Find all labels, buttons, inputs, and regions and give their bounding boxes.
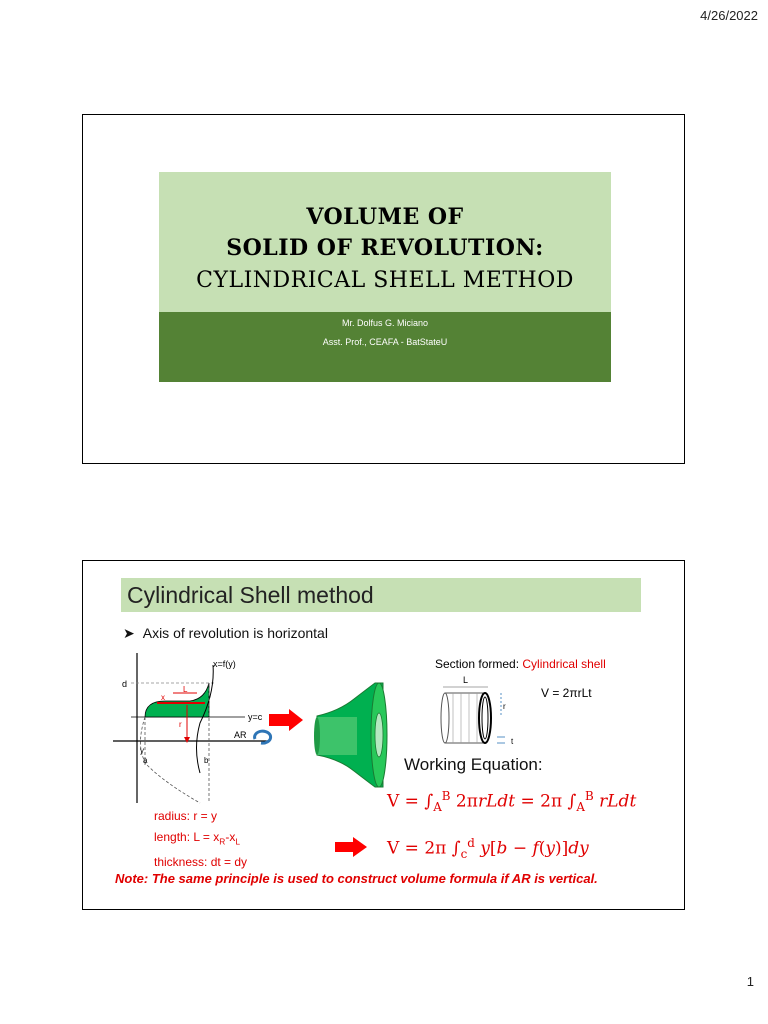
shaded-region xyxy=(145,683,209,717)
volume-element: V = 2πrLt xyxy=(541,686,592,700)
b-label: b xyxy=(204,756,209,765)
region-graph xyxy=(105,653,275,813)
author-box xyxy=(159,312,611,382)
y-label: y xyxy=(140,746,144,755)
shell-dimensions xyxy=(154,806,247,873)
title-line-2: SOLID OF REVOLUTION: xyxy=(226,235,544,261)
solid-hole xyxy=(375,713,383,757)
page-number: 1 xyxy=(746,974,754,989)
solid-back-face xyxy=(314,717,320,755)
red-arrow-icon-1 xyxy=(269,709,305,731)
curve-label: x=f(y) xyxy=(213,659,236,669)
shell-L-label: L xyxy=(463,675,469,685)
radius-arrow-icon xyxy=(184,737,190,743)
ar-label: AR xyxy=(234,730,247,740)
a-label: a xyxy=(143,756,148,765)
bullet-arrow-icon: ➤ xyxy=(123,625,135,641)
section-formed xyxy=(435,657,606,671)
r-label: r xyxy=(179,720,182,729)
equation-1: $V = \int_A^B$ 2πrLdt = 2π $\int_A^B$ rLdt xyxy=(387,789,637,815)
title-box xyxy=(159,172,611,312)
slide-title: Cylindrical Shell method xyxy=(127,582,374,608)
solid-inner-core xyxy=(317,717,357,755)
L-label: L xyxy=(183,685,188,694)
section-formed-label: Section formed: xyxy=(435,657,520,671)
c-label: y=c xyxy=(248,712,263,722)
bullet-item xyxy=(123,625,328,642)
red-arrow-icon-2 xyxy=(335,837,369,857)
radius-text: radius: r = y xyxy=(154,809,218,823)
slide-title-box xyxy=(121,578,641,612)
x-label: x xyxy=(161,693,165,702)
bullet-text: Axis of revolution is horizontal xyxy=(142,625,328,641)
note-text: Note: The same principle is used to construct volume formula if AR is vertical. xyxy=(115,871,598,886)
cylindrical-shell-diagram xyxy=(433,673,533,753)
slide-1 xyxy=(82,114,685,464)
author-position: Asst. Prof., CEAFA - BatStateU xyxy=(322,337,448,347)
shell-t-label: t xyxy=(511,737,514,746)
slide-2 xyxy=(82,560,685,910)
length-text: length: $L = x_R-x_L$ xyxy=(154,830,241,847)
author-name: Mr. Dolfus G. Miciano xyxy=(341,318,429,328)
section-formed-value: Cylindrical shell xyxy=(522,657,606,671)
revolution-outline xyxy=(140,717,200,803)
working-equation-label: Working Equation: xyxy=(404,755,543,774)
page-date: 4/26/2022 xyxy=(700,8,758,23)
d-label: d xyxy=(122,679,128,689)
title-line-3: CYLINDRICAL SHELL METHOD xyxy=(196,268,574,293)
thickness-text: thickness: dt = dy xyxy=(154,855,248,870)
solid-of-revolution xyxy=(309,681,393,791)
shell-r-label: r xyxy=(503,702,506,711)
equation-2: V = 2π $\int_c^d$ y[b − f(y)]dy xyxy=(387,836,589,862)
title-line-1: VOLUME OF xyxy=(306,204,464,230)
